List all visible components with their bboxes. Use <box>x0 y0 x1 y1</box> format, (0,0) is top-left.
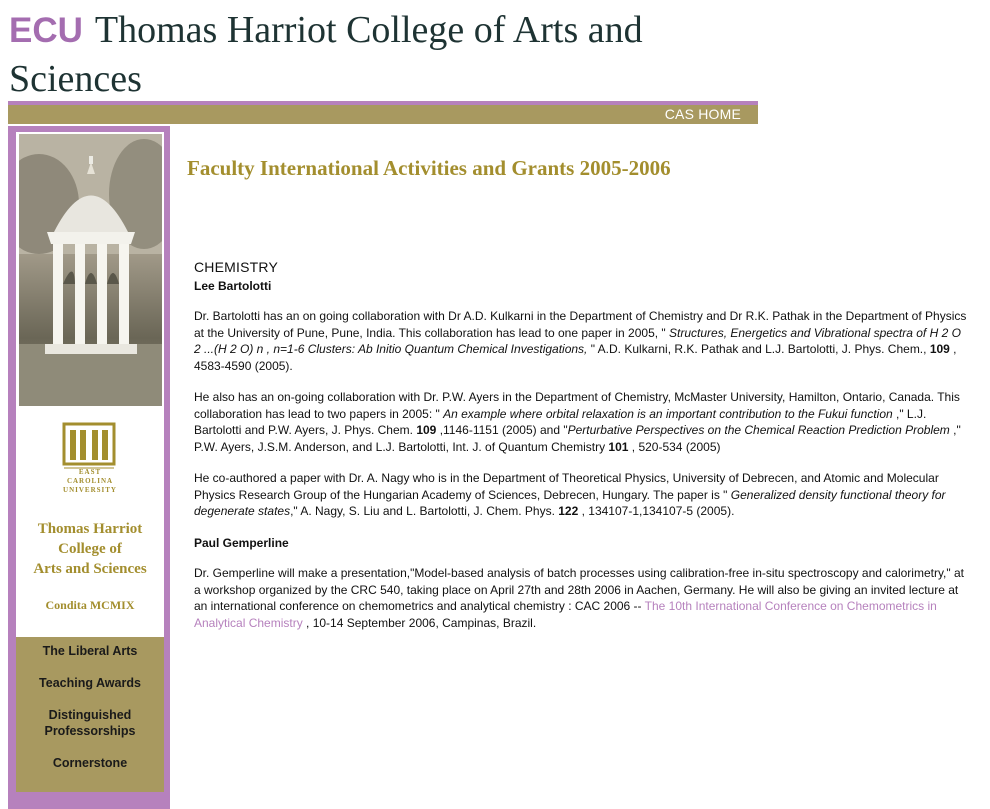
nav-distinguished-professorships[interactable]: Distinguished Professorships <box>44 708 136 738</box>
cas-home-link[interactable]: CAS HOME <box>664 106 741 122</box>
sidebar-panel <box>16 132 164 637</box>
college-name-line-1: Thomas Harriot <box>37 521 143 537</box>
paragraph-3: He co-authored a paper with Dr. A. Nagy who is in the Department of Theoretical Physics, University of Debrecen, and Atomic and Molecular Physics Research Group of the Hungarian Academy of Sciences, Debrecen, Hungary. The paper is " Generalized density functional theory for degenerate states," A. Nagy, S. Liu and L. Bartolotti, J. Chem. Phys. 122 , 134107-1,134107-5 (2005). <box>194 471 946 518</box>
sidebar-nav <box>16 637 164 792</box>
sidebar-college-name <box>16 519 164 579</box>
college-title: Thomas Harriot College of Arts and Sciences <box>9 9 643 100</box>
sidebar <box>8 126 170 809</box>
cac-2006-link[interactable]: The 10th International Conference on Chemometrics in Analytical Chemistry <box>194 599 937 630</box>
logo-text-east: EAST <box>78 468 102 476</box>
nav-liberal-arts[interactable]: The Liberal Arts <box>42 644 138 658</box>
cupola-photo <box>19 134 162 406</box>
main-content <box>194 259 968 646</box>
ecu-logo <box>56 420 124 512</box>
college-name-line-3: Arts and Sciences <box>33 561 147 577</box>
paragraph-1: Dr. Bartolotti has an on going collaboration with Dr A.D. Kulkarni in the Department of Chemistry and Dr R.K. Pathak in the Department of Physics at the University of Pune, Pune, India. This collaboration has lead to one paper in 2005, " Structures, Energetics and Vibrational spectra of H 2 O 2 ...(H 2 O) n , n=1-6 Clusters: Ab Initio Quantum Chemical Investigations, " A.D. Kulkarni, R.K. Pathak and L.J. Bartolotti, J. Phys. Chem., 109 , 4583-4590 (2005). <box>194 309 967 373</box>
faculty-name: Lee Bartolotti <box>194 278 272 293</box>
college-motto: Condita MCMIX <box>45 598 135 612</box>
faculty-name: Paul Gemperline <box>194 535 289 550</box>
paragraph-4: Dr. Gemperline will make a presentation,"Model-based analysis of batch processes using calibration-free in-situ spectroscopy and calorimetry," at a workshop organized by the CRC 540, taking place on April 27th and 28th 2006 in Aachen, Germany. He will also be giving an invited lecture at an international conference on chemometrics and analytical chemistry : CAC 2006 -- The 10th International Conference on Chemometrics in Analytical Chemistry , 10-14 September 2006, Campinas, Brazil. <box>194 566 964 630</box>
header-nav-bar <box>8 105 758 124</box>
nav-teaching-awards[interactable]: Teaching Awards <box>39 676 141 690</box>
cupola-illustration <box>19 134 162 406</box>
ecu-wordmark: ECU <box>9 11 83 50</box>
college-name-line-2: College of <box>58 541 122 557</box>
logo-text-university: UNIVERSITY <box>63 486 117 494</box>
paragraph-2: He also has an on-going collaboration with Dr. P.W. Ayers in the Department of Chemistry, McMaster University, Hamilton, Ontario, Canada. This collaboration has lead to two papers in 2005: " An example where orbital relaxation is an important contribution to the Fukui function ," L.J. Bartolotti and P.W. Ayers, J. Phys. Chem. 109 ,1146-1151 (2005) and "Perturbative Perspectives on the Chemical Reaction Prediction Problem ," P.W. Ayers, J.S.M. Anderson, and L.J. Bartolotti, Int. J. of Quantum Chemistry 101 , 520-534 (2005) <box>194 390 961 454</box>
site-header-title <box>9 6 709 104</box>
logo-text-carolina: CAROLINA <box>66 477 114 485</box>
page-title: Faculty International Activities and Grants 2005-2006 <box>187 156 671 180</box>
nav-cornerstone[interactable]: Cornerstone <box>52 756 128 770</box>
department-heading: CHEMISTRY <box>194 259 278 275</box>
